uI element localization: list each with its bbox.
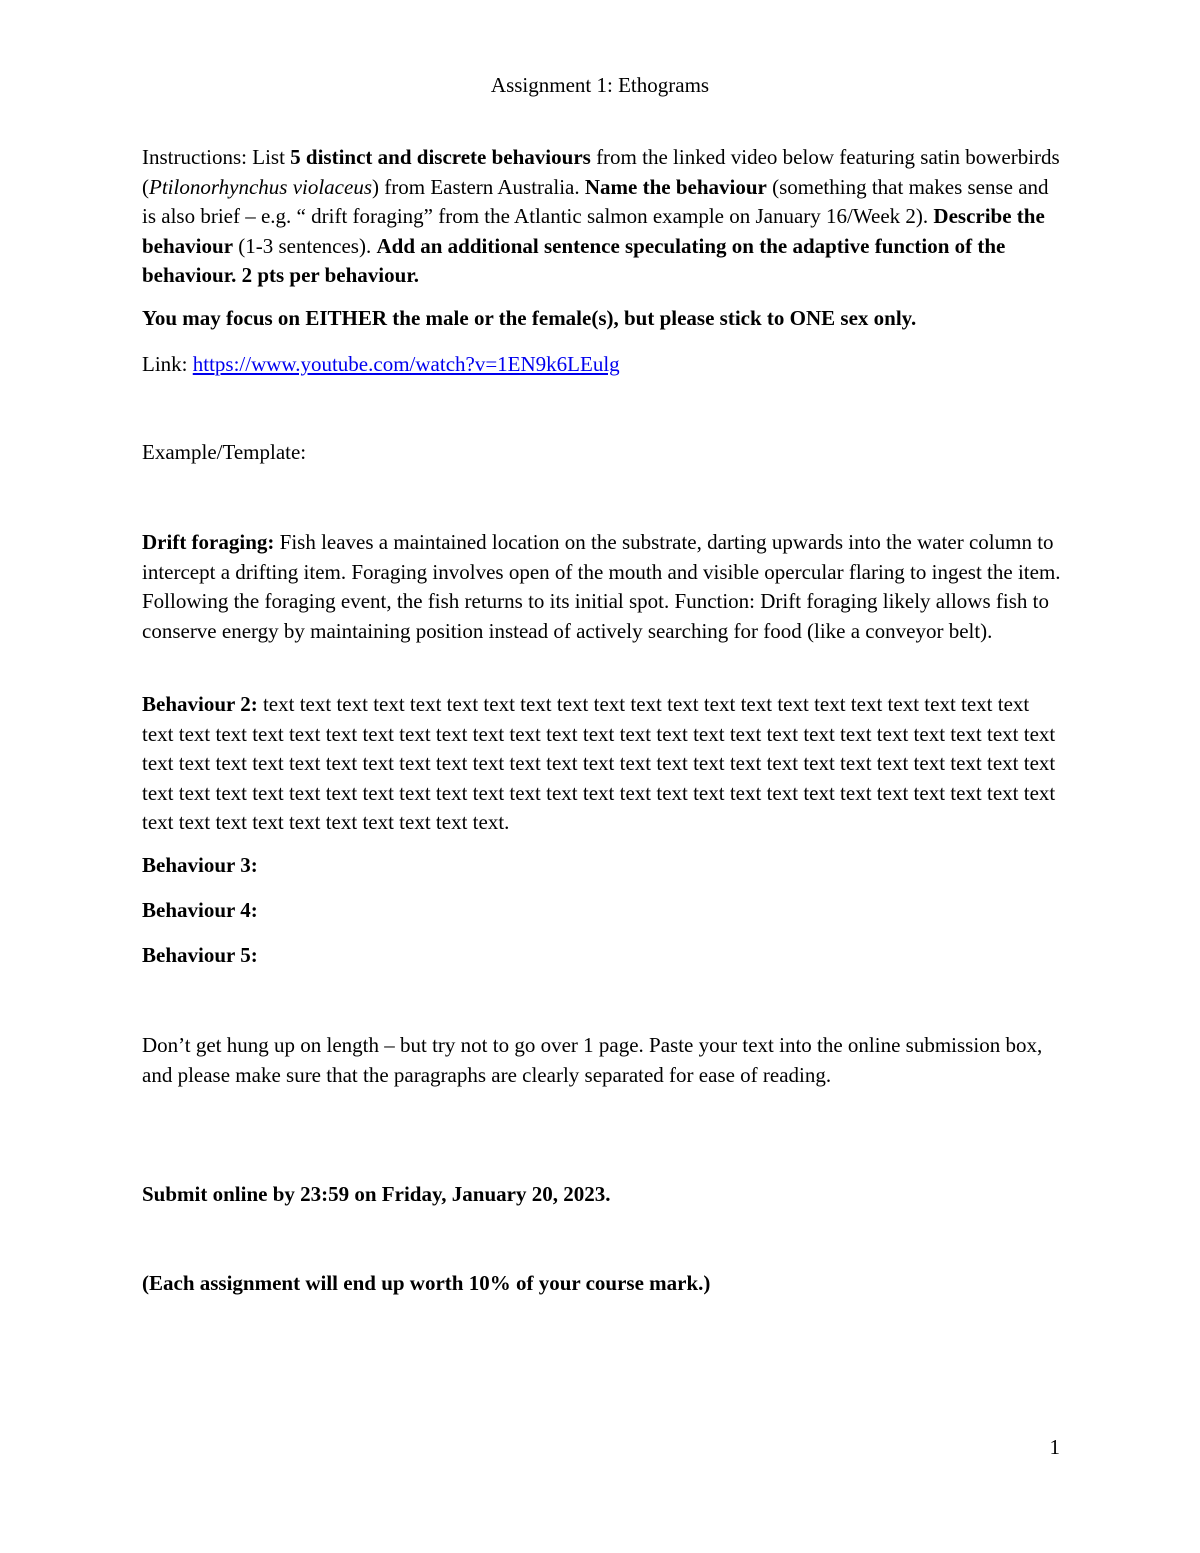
behaviour-3-label: Behaviour 3: — [142, 853, 258, 877]
instructions-text-3: ) from Eastern Australia. — [372, 174, 585, 199]
species-name: Ptilonorhynchus violaceus — [149, 174, 372, 199]
behaviour-2-paragraph — [142, 690, 1062, 838]
instructions-bold-4: Add an additional sentence speculating on the adaptive function of the behaviour. 2 pts per behaviour. — [142, 233, 1006, 287]
length-note: Don’t get hung up on length – but try not to go over 1 page. Paste your text into the online submission box, and please make sure that the paragraphs are clearly separated for ease of reading. — [142, 1033, 1043, 1087]
instructions-text-1: Instructions: List — [142, 145, 291, 169]
example-heading: Example/Template: — [142, 440, 307, 464]
behaviour-2-text: text text text text text text text text text text text text text text text text text text text text text text text text text text text text text text text text text text text text text text text text text text text text text text text text text text text text text text text text text text text text text text text text text text text text text text text text text text text text text text text text text text text text text text text text text text text text text text text text text text text text text text text text text text. — [142, 692, 1056, 834]
instructions-bold-2: Name the behaviour — [584, 174, 767, 199]
instructions-text-4: (something that makes sense and is also brief – e.g. “ drift foraging” from the Atlantic salmon example on January 16/Week 2). — [142, 174, 1049, 228]
behaviour-3-paragraph — [142, 851, 1062, 881]
example-paragraph — [142, 528, 1062, 646]
link-label: Link: — [142, 352, 193, 376]
deadline — [142, 1180, 1062, 1210]
instructions-text-2: from the linked video below featuring satin bowerbirds ( — [142, 145, 1060, 199]
video-link[interactable]: https://www.youtube.com/watch?v=1EN9k6LEulg — [192, 352, 620, 376]
behaviour-5-paragraph — [142, 941, 1062, 971]
behaviour-5-label: Behaviour 5: — [142, 943, 258, 967]
instructions-bold-1: 5 distinct and discrete behaviours — [290, 145, 591, 169]
behaviour-4-paragraph — [142, 896, 1062, 926]
behaviour-2-label: Behaviour 2: — [142, 692, 258, 716]
instructions-paragraph — [142, 143, 1062, 291]
instructions-text-5: (1-3 sentences). — [233, 233, 377, 258]
page-number: 1 — [1049, 1435, 1060, 1459]
deadline-text: Submit online by 23:59 on Friday, January 20, 2023. — [142, 1182, 611, 1206]
behaviour-4-label: Behaviour 4: — [142, 898, 258, 922]
focus-note-text: You may focus on EITHER the male or the female(s), but please stick to ONE sex only. — [142, 306, 917, 330]
instructions-bold-3: Describe the behaviour — [142, 204, 1045, 258]
video-link-line — [142, 350, 1062, 380]
worth-note-text: (Each assignment will end up worth 10% of your course mark.) — [142, 1271, 711, 1295]
worth-note — [142, 1269, 1062, 1299]
example-behaviour-text: Fish leaves a maintained location on the substrate, darting upwards into the water column to intercept a drifting item. Foraging involves open of the mouth and visible opercular flaring to ingest the item. Following the foraging event, the fish returns to its initial spot. Function: Drift foraging likely allows fish to conserve energy by maintaining position instead of actively searching for food (like a conveyor belt). — [142, 530, 1061, 643]
focus-note — [142, 304, 1062, 334]
page-title: Assignment 1: Ethograms — [490, 73, 710, 97]
example-behaviour-name: Drift foraging: — [142, 530, 275, 554]
